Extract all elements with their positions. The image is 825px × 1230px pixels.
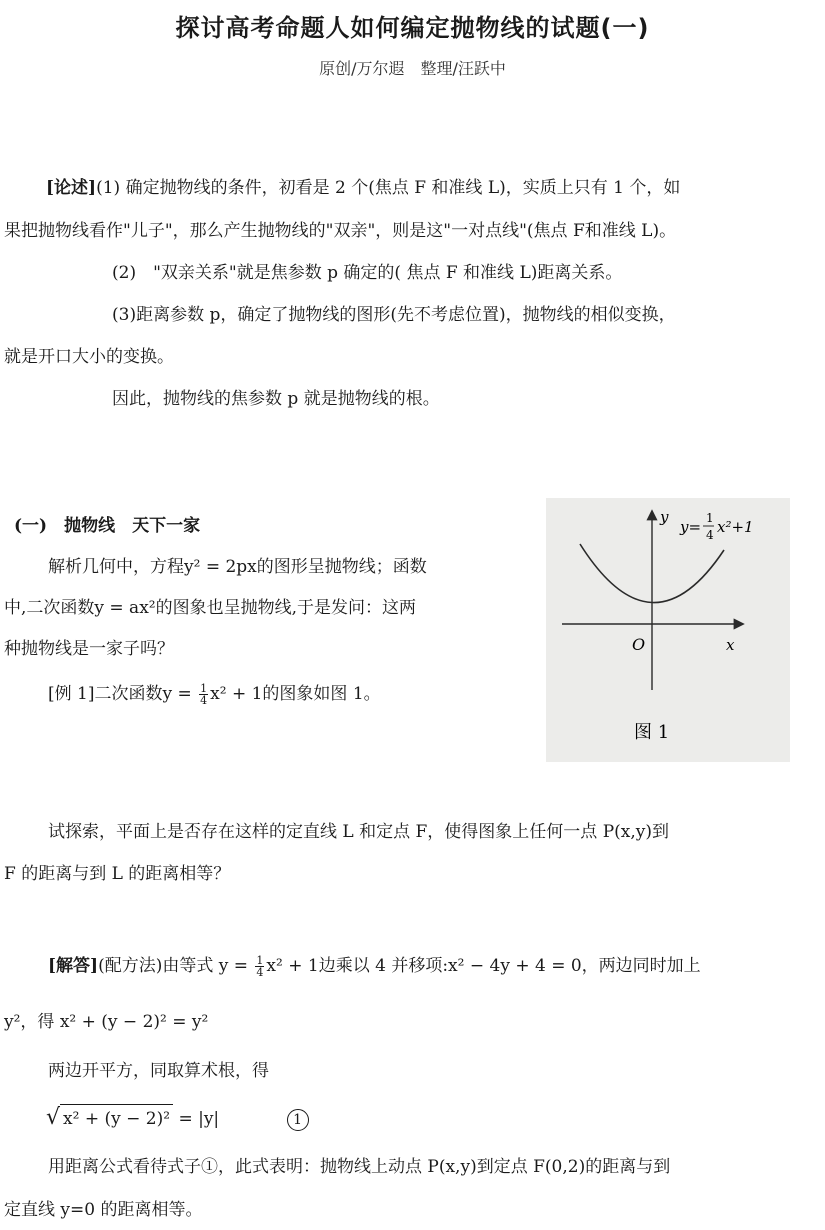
- answer-fraction: [255, 955, 264, 978]
- example-frac-num: 1: [200, 682, 208, 695]
- answer-line-3: 两边开平方，同取算术根，得: [48, 1061, 269, 1081]
- answer-line-5: 用距离公式看待式子①，此式表明：抛物线上动点 P(x,y)到定点 F(0,2)的距离与到: [48, 1157, 671, 1177]
- answer-line-2: y²，得 x² + (y − 2)² = y²: [4, 1012, 209, 1032]
- intro-line-4: (3)距离参数 p，确定了抛物线的图形(先不考虑位置)，抛物线的相似变换，: [112, 305, 676, 325]
- equation-1: [46, 1104, 446, 1133]
- intro-line-2: 果把抛物线看作"儿子"，那么产生抛物线的"双亲"，则是这"一对点线"(焦点 F和准线 L)。: [4, 221, 677, 241]
- origin-label: O: [632, 635, 646, 654]
- section-line-2: 中,二次函数y = ax²的图象也呈抛物线,于是发问：这两: [4, 598, 417, 618]
- intro-line-1: [46, 174, 806, 202]
- sqrt-sign: √: [46, 1105, 61, 1130]
- example-prefix: [例 1]二次函数y =: [48, 684, 198, 704]
- figure-caption: 图 1: [634, 722, 670, 743]
- question-line-2: F 的距离与到 L 的距离相等？: [4, 864, 231, 884]
- sqrt-rhs: = |y|: [173, 1109, 220, 1129]
- byline: 原创/万尔遐 整理/汪跃中: [319, 59, 506, 78]
- example-fraction: [199, 683, 208, 706]
- answer-frac-den: 4: [256, 966, 264, 979]
- example-frac-den: 4: [200, 694, 208, 707]
- question-line-1: 试探索，平面上是否存在这样的定直线 L 和定点 F，使得图象上任何一点 P(x,y)到: [48, 822, 669, 842]
- section-heading: (一) 抛物线 天下一家: [14, 516, 201, 536]
- answer-text-1a: (配方法)由等式 y =: [98, 956, 254, 976]
- section-line-1: 解析几何中，方程y² = 2px的图形呈抛物线；函数: [48, 557, 427, 577]
- answer-line-1: [48, 952, 823, 980]
- parabola-graph: [546, 498, 790, 762]
- section-line-3: 种抛物线是一家子吗？: [4, 639, 174, 659]
- intro-line-5: 就是开口大小的变换。: [4, 347, 174, 367]
- intro-line-6: 因此，抛物线的焦参数 p 就是抛物线的根。: [112, 389, 440, 409]
- x-axis-label: x: [726, 636, 735, 654]
- intro-text-1a: (1) 确定抛物线的条件，初看是 2 个(焦点 F 和准线 L)，实质上只有 1 个，如: [96, 178, 681, 198]
- intro-tag: [论述]: [46, 178, 97, 198]
- answer-tag: [解答]: [48, 956, 99, 976]
- equation-number: 1: [287, 1109, 309, 1131]
- page-title: 探讨高考命题人如何编定抛物线的试题(一): [175, 14, 650, 42]
- example-line: [48, 680, 538, 708]
- curve-eq-left: y=: [680, 518, 702, 536]
- figure-1: [546, 498, 790, 762]
- curve-eq-right: x²+1: [717, 518, 754, 536]
- curve-eq-den: 4: [706, 528, 714, 542]
- example-suffix: x² + 1的图象如图 1。: [210, 684, 381, 704]
- answer-line-6: 定直线 y=0 的距离相等。: [4, 1200, 203, 1220]
- answer-frac-num: 1: [256, 954, 264, 967]
- intro-line-3: (2) "双亲关系"就是焦参数 p 确定的( 焦点 F 和准线 L)距离关系。: [112, 263, 623, 283]
- sqrt-radicand: x² + (y − 2)²: [60, 1104, 173, 1133]
- y-axis-label: y: [660, 508, 669, 526]
- answer-text-1b: x² + 1边乘以 4 并移项:x² − 4y + 4 = 0，两边同时加上: [266, 956, 701, 976]
- curve-eq-num: 1: [706, 511, 714, 525]
